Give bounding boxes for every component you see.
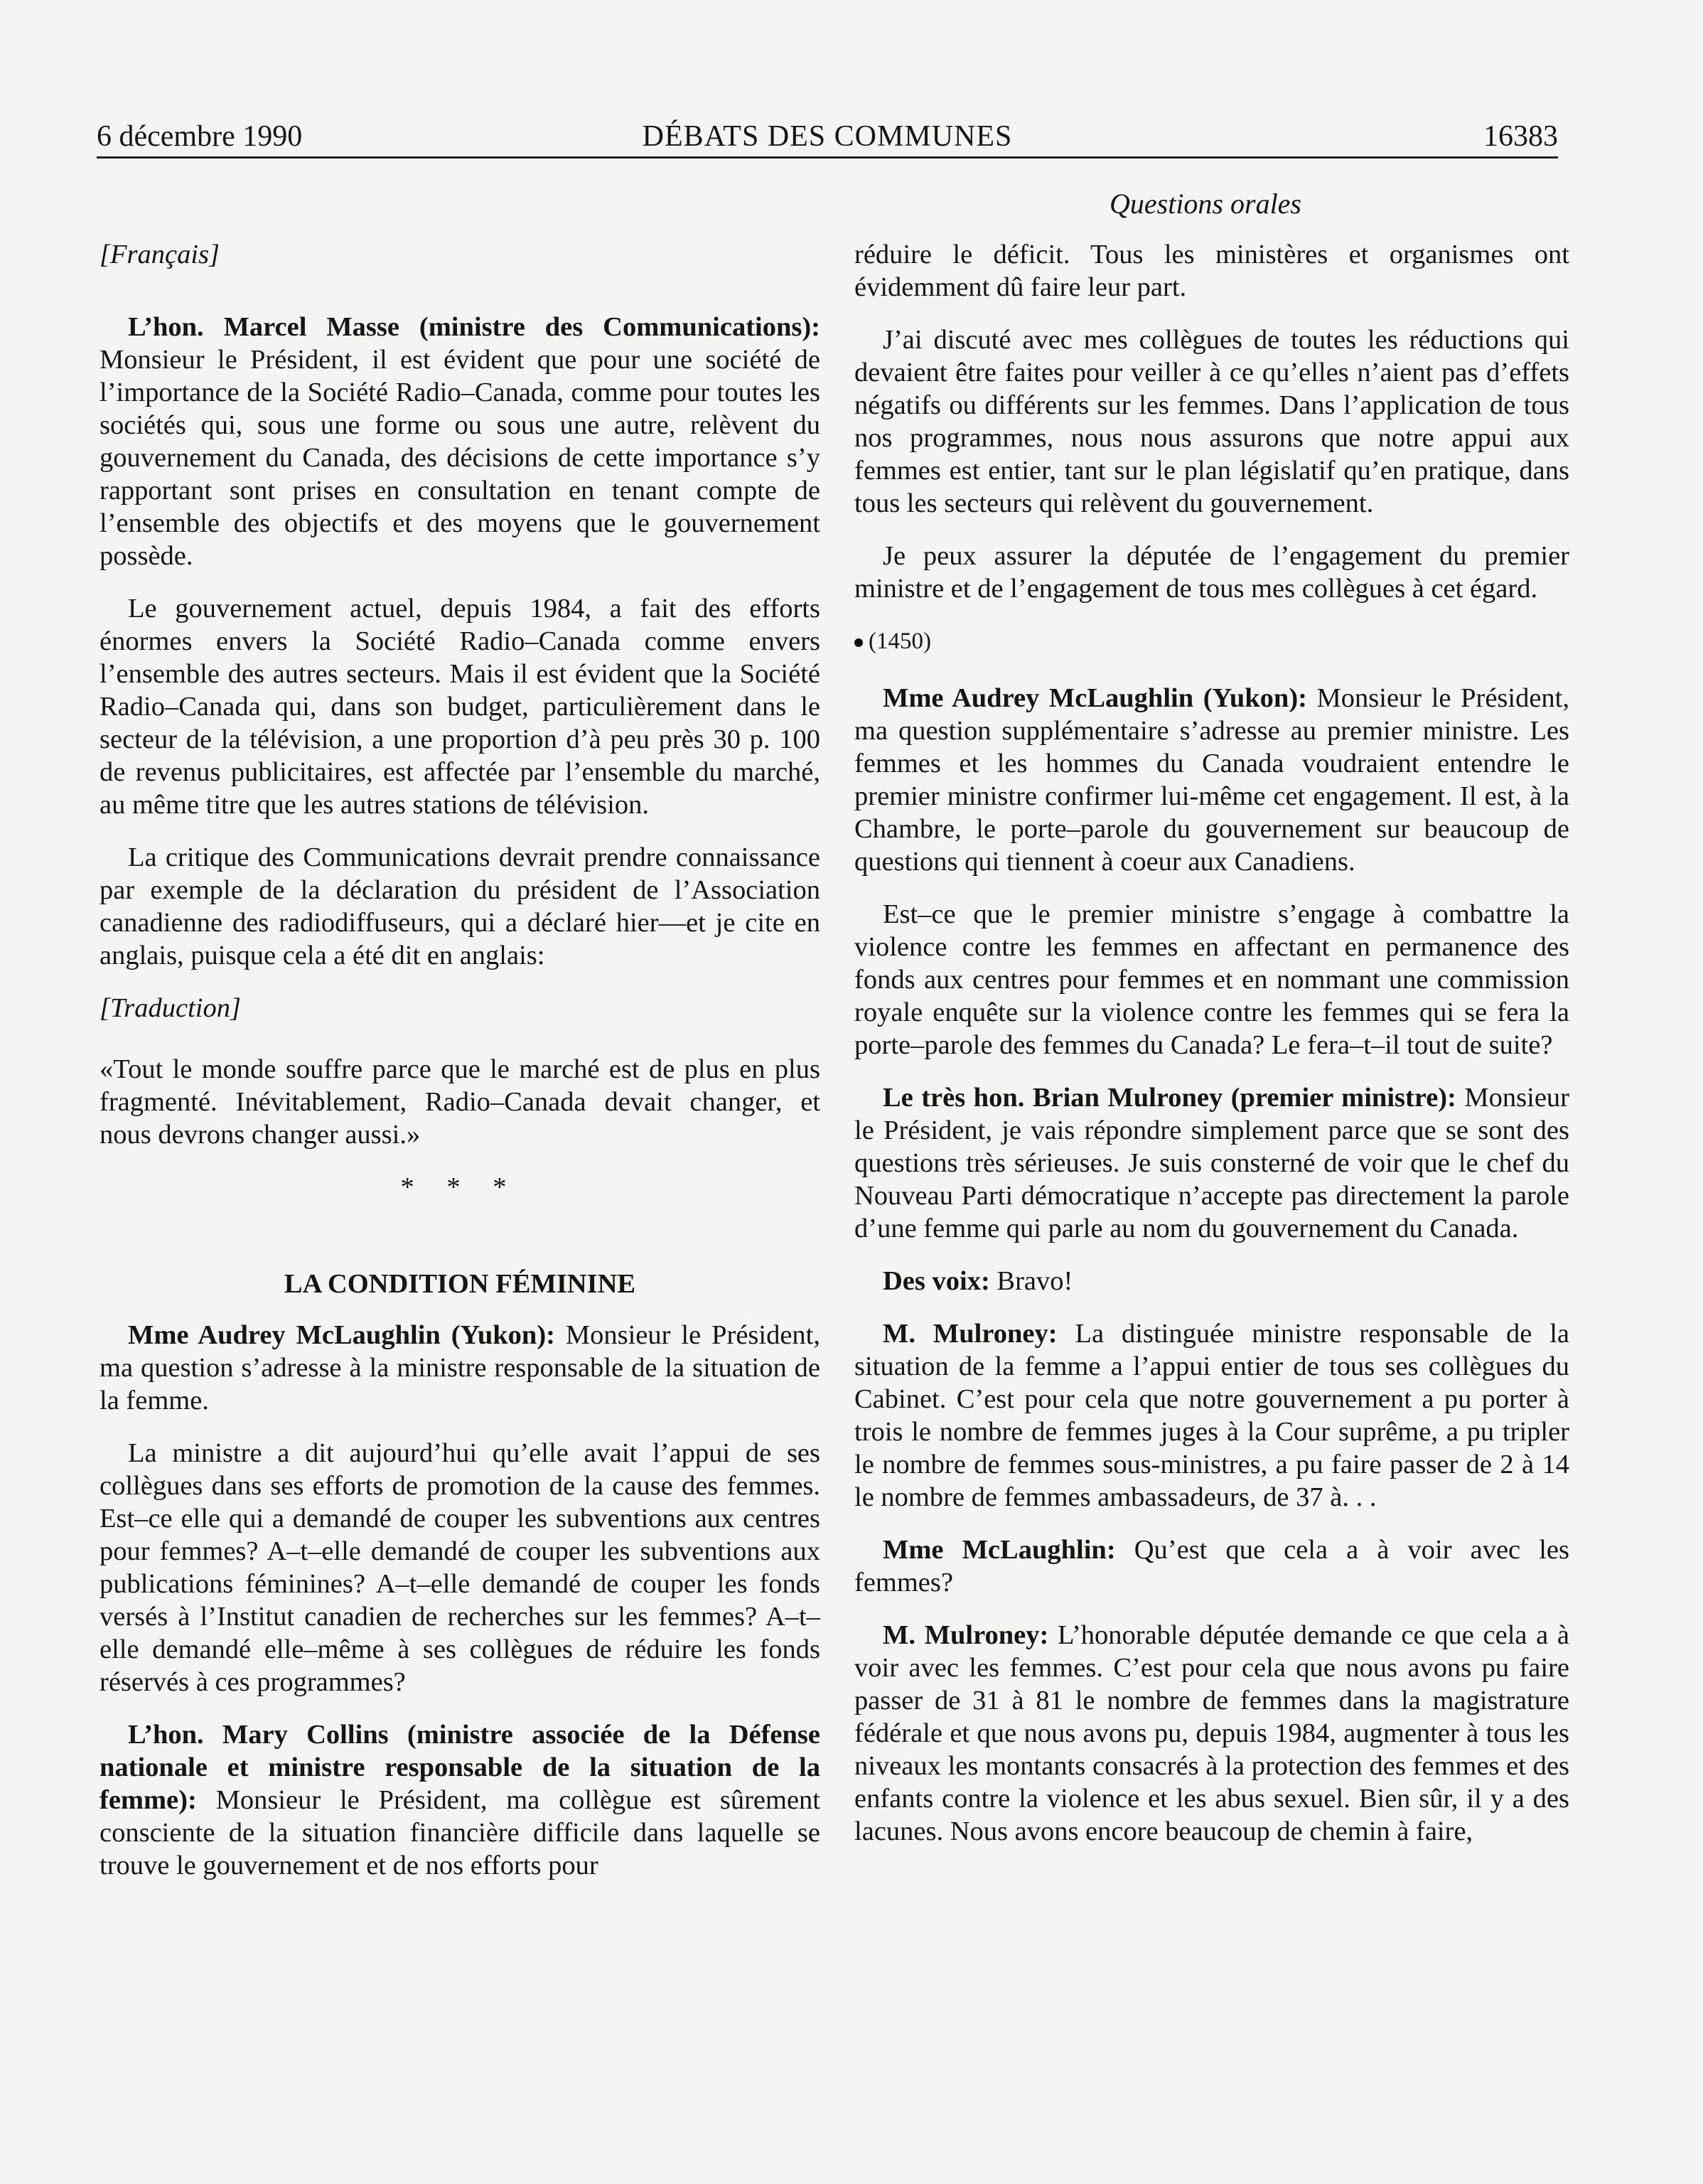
speech-paragraph: M. Mulroney: L’honorable députée demande ce que cela a à voir avec les femmes. C’est pour cela que nous avons pu faire passer de 31 à 81 le nombre de femmes dans la magistrature fédérale et que nous avons pu, depuis 1984, augmenter à tous les niveaux les montants consacrés à la protection des femmes et des enfants contre la violence et les abus sexuel. Bien sûr, il y a des lacunes. Nous avons encore beaucoup de chemin à faire, xyxy=(854,1620,1569,1846)
speaker-name: M. Mulroney: xyxy=(883,1620,1049,1650)
header-rule xyxy=(97,156,1558,159)
speech-paragraph: La critique des Communications devrait prendre connaissance par exemple de la déclaration du président de l’Association canadienne des radiodiffuseurs, qui a déclaré hier—et je cite en anglais, puisque cela a été dit en anglais: xyxy=(100,842,820,970)
speech-paragraph: J’ai discuté avec mes collègues de toutes les réductions qui devaient être faites pour veiller à ce qu’elles n’aient pas d’effets négatifs ou différents sur les femmes. Dans l’application de tous nos programmes, nous nous assurons que notre appui aux femmes est entier, tant sur le plan législatif qu’en pratique, dans tous les secteurs qui relèvent du gouvernement. xyxy=(854,325,1569,518)
language-note: [Français] xyxy=(100,240,220,269)
language-note: [Traduction] xyxy=(100,993,241,1023)
right-column xyxy=(854,238,1569,1868)
section-heading: Questions orales xyxy=(1110,188,1301,220)
subject-heading: LA CONDITION FÉMININE xyxy=(284,1269,636,1299)
header-title: DÉBATS DES COMMUNES xyxy=(642,120,1013,153)
speech-paragraph: Le gouvernement actuel, depuis 1984, a fait des efforts énormes envers la Société Radio–Canada comme envers l’ensemble des autres secteurs. Mais il est évident que la Société Radio–Canada qui, dans son budget, particulièrement dans le secteur de la télévision, a une proportion d’à peu près 30 p. 100 de revenus publicitaires, est affectée par l’ensemble du marché, au même titre que les autres stations de télévision. xyxy=(100,594,820,820)
left-column xyxy=(100,238,820,1902)
speaker-name: Mme Audrey McLaughlin (Yukon): xyxy=(128,1320,555,1350)
speaker-name: M. Mulroney: xyxy=(883,1319,1058,1349)
speech-paragraph: Je peux assurer la députée de l’engagement du premier ministre et de l’engagement de tous mes collègues à cet égard. xyxy=(854,541,1569,604)
speech-paragraph: M. Mulroney: La distinguée ministre responsable de la situation de la femme a l’appui entier de tous ses collègues du Cabinet. C’est pour cela que notre gouvernement a pu porter à trois le nombre de femmes juges à la Cour suprême, a pu tripler le nombre de femmes sous-ministres, a pu faire passer de 2 à 14 le nombre de femmes ambassadeurs, de 37 à. . . xyxy=(854,1319,1570,1512)
quotation: «Tout le monde souffre parce que le marché est de plus en plus fragmenté. Inévitablement, Radio–Canada devait changer, et nous devrons changer aussi.» xyxy=(100,1054,820,1150)
time-marker: (1450) xyxy=(854,625,1569,658)
speech-paragraph: Le très hon. Brian Mulroney (premier ministre): Monsieur le Président, je vais répondre simplement parce que se sont des questions très sérieuses. Je suis consterné de voir que le chef du Nouveau Parti démocratique n’accepte pas directement la parole d’une femme qui parle au nom du gouvernement du Canada. xyxy=(854,1083,1569,1243)
speaker-name: L’hon. Mary Collins (ministre associée de la Défense nationale et ministre responsable de la situation de la femme): xyxy=(100,1720,820,1815)
speaker-name: Le très hon. Brian Mulroney (premier ministre): xyxy=(883,1083,1456,1113)
speaker-name: L’hon. Marcel Masse (ministre des Communications): xyxy=(128,312,820,342)
speaker-name: Des voix: xyxy=(883,1266,990,1296)
speech-paragraph: Est–ce que le premier ministre s’engage à combattre la violence contre les femmes en affectant en permanence des fonds aux centres pour femmes et en nommant une commission royale enquête sur la violence contre les femmes qui se fera la porte–parole des femmes du Canada? Le fera–t–il tout de suite? xyxy=(854,899,1569,1060)
speaker-name: Mme Audrey McLaughlin (Yukon): xyxy=(883,683,1307,713)
page-header xyxy=(97,114,1558,161)
speech-paragraph: Mme Audrey McLaughlin (Yukon): Monsieur le Président, ma question supplémentaire s’adresse au premier ministre. Les femmes et les hommes du Canada voudraient entendre le premier ministre confirmer lui-même cet engagement. Il est, à la Chambre, le porte–parole du gouvernement sur beaucoup de questions qui tiennent à coeur aux Canadiens. xyxy=(854,683,1570,877)
speech-paragraph: Mme McLaughlin: Qu’est que cela a à voir avec les femmes? xyxy=(854,1535,1569,1597)
speech-paragraph: Mme Audrey McLaughlin (Yukon): Monsieur le Président, ma question s’adresse à la ministre responsable de la situation de la femme. xyxy=(100,1320,821,1415)
speech-paragraph: La ministre a dit aujourd’hui qu’elle avait l’appui de ses collègues dans ses efforts de promotion de la cause des femmes. Est–ce elle qui a demandé de couper les subventions aux centres pour femmes? A–t–elle demandé de couper les subventions aux publications féminines? A–t–elle demandé de couper les fonds versés à l’Institut canadien de recherches sur les femmes? A–t–elle demandé elle–même à ses collègues de réduire les fonds réservés à ces programmes? xyxy=(100,1438,820,1697)
section-separator: * * * xyxy=(400,1172,520,1202)
speaker-name: Mme McLaughlin: xyxy=(883,1535,1116,1565)
speech-paragraph: Des voix: Bravo! xyxy=(883,1266,1073,1296)
page-number: 16383 xyxy=(1483,120,1558,153)
speech-paragraph: L’hon. Marcel Masse (ministre des Communications): Monsieur le Président, il est évident que pour une société de l’importance de la Société Radio–Canada, comme pour toutes les sociétés qui, sous une forme ou sous une autre, relèvent du gouvernement du Canada, des décisions de cette importance s’y rapportant sont prises en consultation en tenant compte de l’ensemble des objectifs et des moyens que le gouvernement possède. xyxy=(100,312,820,571)
speech-paragraph: L’hon. Mary Collins (ministre associée de la Défense nationale et ministre responsable de la situation de la femme): Monsieur le Président, ma collègue est sûrement consciente de la situation financière difficile dans laquelle se trouve le gouvernement et de nos efforts pour xyxy=(100,1720,820,1880)
bullet-icon xyxy=(854,638,863,647)
header-date: 6 décembre 1990 xyxy=(97,120,303,153)
speech-paragraph: réduire le déficit. Tous les ministères et organismes ont évidemment dû faire leur part. xyxy=(854,240,1569,302)
